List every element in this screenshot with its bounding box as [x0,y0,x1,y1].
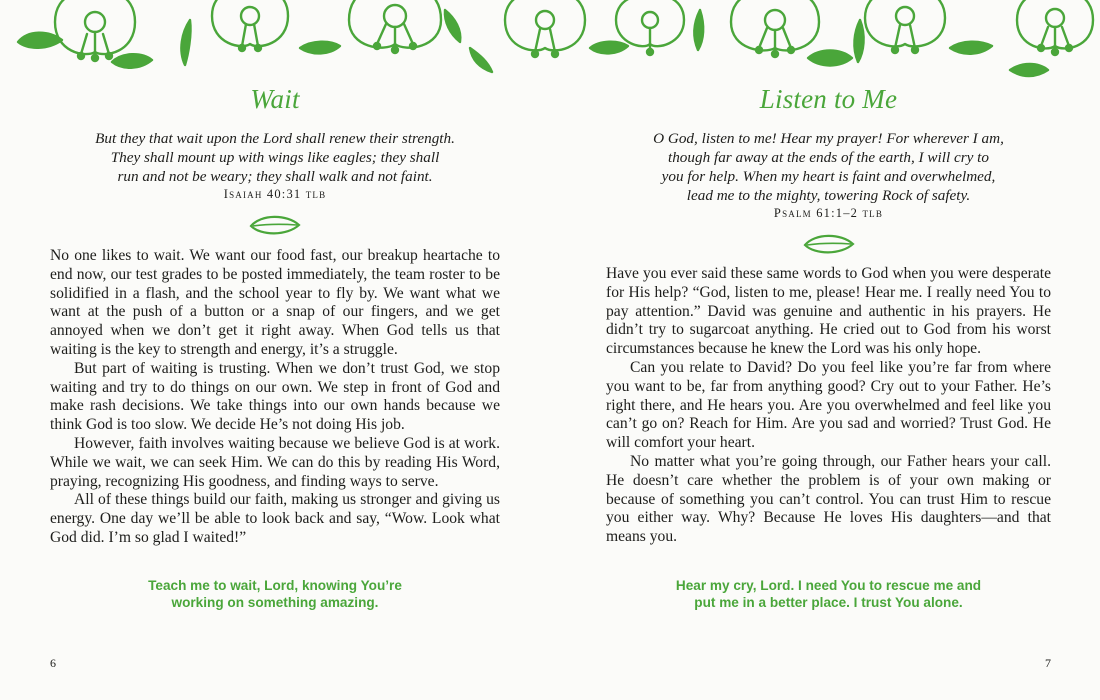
scripture-verse [606,129,1051,205]
devotion-title: Listen to Me [759,84,898,114]
body-paragraph: But part of waiting is trusting. When we don’t trust God, we stop waiting and try to do things on our own. We step in front of God and make rash decisions. We take things into our own hands because we think God is too slow. We decide He’s not doing His job. [50,359,500,434]
verse-line: you for help. When my heart is faint and overwhelmed, [661,168,996,185]
leaf-divider-icon [803,233,855,255]
devotion-title: Wait [250,84,300,114]
prayer-line: working on something amazing. [171,595,379,610]
scripture-reference: Isaiah 40:31 tlb [223,187,327,201]
left-page [50,0,500,700]
body-paragraph: However, faith involves waiting because we believe God is at work. While we wait, we can seek Him. We can do this by reading His Word, praying, recognizing His goodness, and finding ways to serve. [50,434,500,490]
prayer [50,577,500,611]
scripture-verse [50,129,500,186]
prayer-line: Hear my cry, Lord. I need You to rescue me and [675,578,982,593]
page-number: 7 [1045,656,1051,670]
right-page [606,0,1051,700]
prayer-line: put me in a better place. I trust You alone. [694,595,963,610]
body-paragraph: No matter what you’re going through, our Father hears your call. He doesn’t care whether the problem is of your own making or because of something you can’t control. You can trust Him to rescue you either way. Why? Because He loves His daughters—and that means you. [606,452,1051,546]
devotion-body [606,265,1051,547]
body-paragraph: Can you relate to David? Do you feel like you’re far from where you want to be, far from anything good? Cry out to your Father. He’s right there, and He hears you. Are you overwhelmed and feel like you can’t go on? Reach for Him. Are you sad and worried? Trust God. He will comfort your heart. [606,358,1051,452]
verse-line: But they that wait upon the Lord shall renew their strength. [95,130,455,147]
devotion-body [50,247,500,548]
scripture-reference: Psalm 61:1–2 tlb [773,206,884,220]
page-number: 6 [50,656,56,670]
body-paragraph: Have you ever said these same words to God when you were desperate for His help? “God, listen to me, please! Hear me. I really need You to pay attention.” David was genuine and authentic in his prayers. He didn’t try to sugarcoat anything. He cried out to God from his worst circumstances because he knew the Lord was his only hope. [606,265,1051,358]
prayer-line: Teach me to wait, Lord, knowing You’re [148,578,402,593]
verse-line: lead me to the mighty, towering Rock of safety. [686,187,971,204]
verse-line: though far away at the ends of the earth, I will cry to [667,149,989,166]
body-paragraph: No one likes to wait. We want our food fast, our breakup heartache to end now, our test grades to be posted immediately, the team roster to be solidified in a flash, and the school year to fly by. We want what we want at the push of a button or a snap of our fingers, and we get annoyed when we don’t get it right away. When God tells us that waiting is the key to strength and energy, it’s a struggle. [50,247,500,358]
verse-line: run and not be weary; they shall walk and not faint. [117,168,433,185]
verse-line: They shall mount up with wings like eagles; they shall [110,149,440,166]
verse-line: O God, listen to me! Hear my prayer! For wherever I am, [653,130,1004,147]
leaf-divider-icon [249,214,301,236]
prayer [606,577,1051,611]
body-paragraph: All of these things build our faith, making us stronger and giving us energy. One day we’ll be able to look back and say, “Wow. Look what God did. I’m so glad I waited!” [50,491,500,546]
